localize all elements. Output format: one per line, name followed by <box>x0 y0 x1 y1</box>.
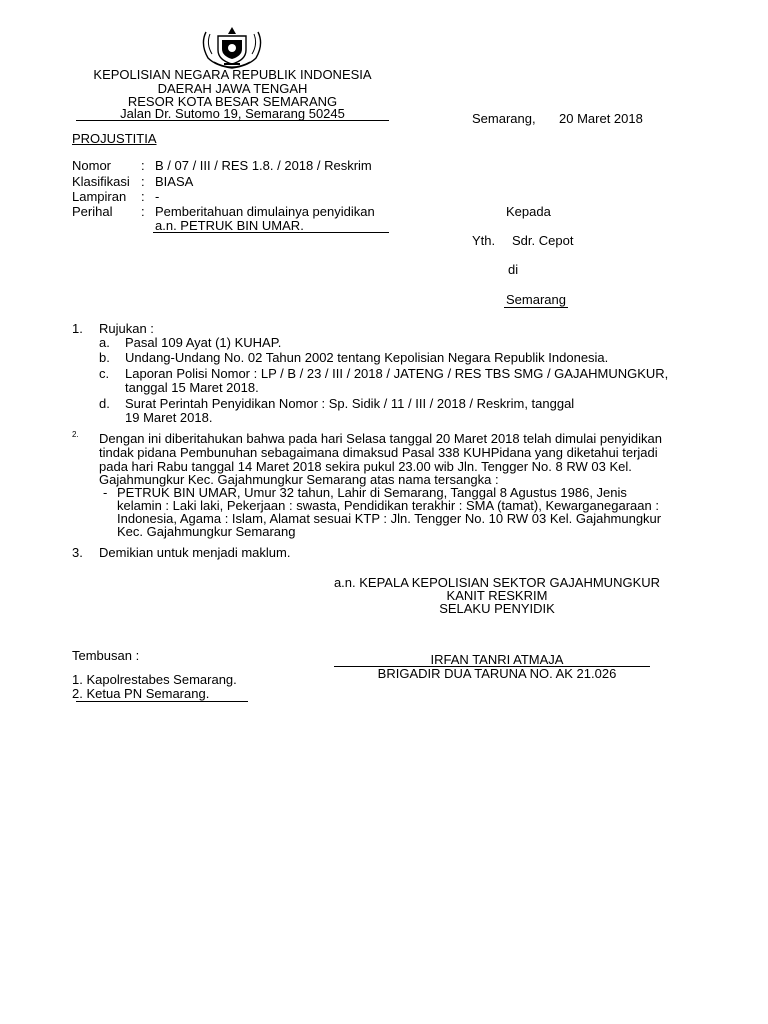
letter-place: Semarang, <box>472 111 536 126</box>
ref-letter: c. <box>99 366 110 381</box>
ref-text: Pasal 109 Ayat (1) KUHAP. <box>125 335 282 350</box>
police-emblem-logo <box>196 24 268 70</box>
ref-letter: a. <box>99 335 110 350</box>
meta-label-lampiran: Lampiran <box>72 189 127 204</box>
item3-number: 3. <box>72 545 83 560</box>
projustitia-label: PROJUSTITIA <box>72 131 157 146</box>
ref-text: Laporan Polisi Nomor : LP / B / 23 / III / 2018 / JATENG / RES TBS SMG / GAJAHMUNGKUR, <box>125 366 669 381</box>
meta-label-perihal: Perihal <box>72 204 113 219</box>
item2-paragraph-line: Gajahmungkur Kec. Gajahmungkur Semarang atas nama tersangka : <box>99 472 499 487</box>
letter-date: 20 Maret 2018 <box>559 111 643 126</box>
meta-value-klasifikasi: BIASA <box>155 174 194 189</box>
item2-paragraph-line: Dengan ini diberitahukan bahwa pada hari Selasa tanggal 20 Maret 2018 telah dimulai penyidikan <box>99 431 662 446</box>
item1-title: Rujukan : <box>99 321 154 336</box>
signatory-rank: BRIGADIR DUA TARUNA NO. AK 21.026 <box>377 666 617 681</box>
header-address: Jalan Dr. Sutomo 19, Semarang 50245 <box>120 106 345 121</box>
item2-paragraph-line: pada hari Rabu tanggal 14 Maret 2018 sekira pukul 23.00 wib Jln. Tengger No. 8 RW 03 Kel. <box>99 459 632 474</box>
signature-position: KANIT RESKRIM <box>446 588 548 603</box>
cc-item: 2. Ketua PN Semarang. <box>72 686 210 701</box>
recipient-city: Semarang <box>506 292 566 307</box>
cc-item: 1. Kapolrestabes Semarang. <box>72 672 237 687</box>
cc-title: Tembusan : <box>72 648 140 663</box>
suspect-line: Indonesia, Agama : Islam, Alamat sesuai KTP : Jln. Tengger No. 10 RW 03 Kel. Gajahmungkur <box>117 511 662 526</box>
meta-sep: : <box>141 158 145 173</box>
item2-number: 2. <box>72 430 79 439</box>
meta-value-lampiran: - <box>155 189 160 204</box>
perihal-underline <box>153 232 389 233</box>
meta-sep: : <box>141 204 145 219</box>
ref-letter: d. <box>99 396 110 411</box>
recipient-name: Sdr. Cepot <box>512 233 574 248</box>
meta-label-klasifikasi: Klasifikasi <box>72 174 130 189</box>
ref-text: Surat Perintah Penyidikan Nomor : Sp. Sidik / 11 / III / 2018 / Reskrim, tanggal <box>125 396 575 411</box>
signature-role: SELAKU PENYIDIK <box>439 601 555 616</box>
meta-value-perihal: Pemberitahuan dimulainya penyidikan <box>155 204 375 219</box>
ref-text: Undang-Undang No. 02 Tahun 2002 tentang Kepolisian Negara Republik Indonesia. <box>125 350 609 365</box>
suspect-line: Kec. Gajahmungkur Semarang <box>117 524 296 539</box>
header-institution: KEPOLISIAN NEGARA REPUBLIK INDONESIA <box>93 67 372 82</box>
header-resort: RESOR KOTA BESAR SEMARANG <box>127 94 338 109</box>
item2-paragraph-line: tindak pidana Pembunuhan sebagaimana dimaksud Pasal 338 KUHPidana yang diketahui terjadi <box>99 445 658 460</box>
suspect-line: kelamin : Laki laki, Pekerjaan : swasta, Pendidikan terakhir : SMA (tamat), Kewarganegaraan : <box>117 498 659 513</box>
item3-text: Demikian untuk menjadi maklum. <box>99 545 291 560</box>
recipient-di: di <box>508 262 519 277</box>
header-divider <box>76 120 389 121</box>
recipient-kepada: Kepada <box>506 204 551 219</box>
signatory-name: IRFAN TANRI ATMAJA <box>430 652 564 667</box>
recipient-yth: Yth. <box>472 233 496 248</box>
ref-text-cont: tanggal 15 Maret 2018. <box>125 380 259 395</box>
ref-text-cont: 19 Maret 2018. <box>125 410 213 425</box>
signature-on-behalf: a.n. KEPALA KEPOLISIAN SEKTOR GAJAHMUNGKUR <box>333 575 661 590</box>
suspect-dash: - <box>103 485 108 500</box>
item1-number: 1. <box>72 321 83 336</box>
meta-sep: : <box>141 189 145 204</box>
suspect-line: PETRUK BIN UMAR, Umur 32 tahun, Lahir di Semarang, Tanggal 8 Agustus 1986, Jenis <box>117 485 627 500</box>
recipient-underline <box>504 307 568 308</box>
cc-underline <box>76 701 248 702</box>
header-region: DAERAH JAWA TENGAH <box>157 81 308 96</box>
meta-value-nomor: B / 07 / III / RES 1.8. / 2018 / Reskrim <box>155 158 372 173</box>
meta-label-nomor: Nomor <box>72 158 112 173</box>
meta-sep: : <box>141 174 145 189</box>
meta-value-perihal-2: a.n. PETRUK BIN UMAR. <box>155 218 304 233</box>
ref-letter: b. <box>99 350 110 365</box>
